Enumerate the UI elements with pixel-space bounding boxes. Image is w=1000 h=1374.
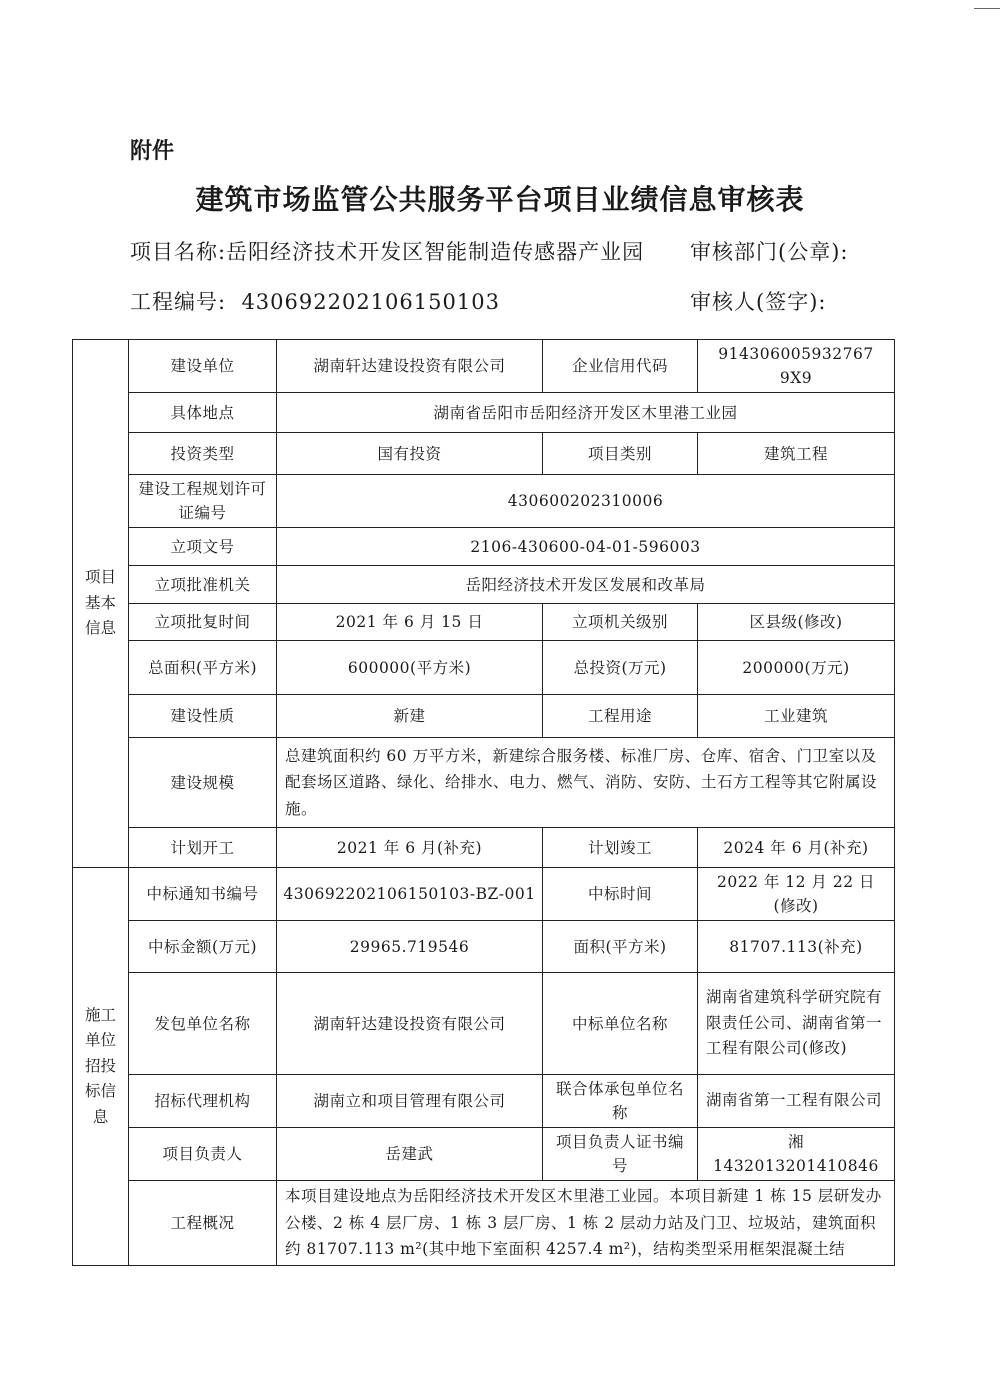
nature-value: 新建 [277, 695, 543, 738]
manager-cert-label: 项目负责人证书编号 [543, 1128, 698, 1181]
notice-no-label: 中标通知书编号 [129, 868, 277, 921]
notice-no-value: 430692202106150103-BZ-001 [277, 868, 543, 921]
table-row [73, 921, 895, 973]
plan-start-value: 2021 年 6 月(补充) [277, 828, 543, 868]
winner-label: 中标单位名称 [543, 973, 698, 1075]
table-row [73, 433, 895, 475]
approval-doc-label: 立项文号 [129, 528, 277, 566]
project-no-label: 工程编号: [130, 290, 227, 314]
project-name-value: 岳阳经济技术开发区智能制造传感器产业园 [226, 240, 645, 264]
usage-value: 工业建筑 [698, 695, 895, 738]
approval-level-value: 区县级(修改) [698, 604, 895, 641]
agency-label: 招标代理机构 [129, 1075, 277, 1128]
plan-start-label: 计划开工 [129, 828, 277, 868]
manager-value: 岳建武 [277, 1128, 543, 1181]
approval-org-label: 立项批准机关 [129, 566, 277, 604]
approval-level-label: 立项机关级别 [543, 604, 698, 641]
approval-time-label: 立项批复时间 [129, 604, 277, 641]
approval-time-value: 2021 年 6 月 15 日 [277, 604, 543, 641]
project-no-value: 430692202106150103 [241, 290, 500, 314]
overview-value: 本项目建设地点为岳阳经济技术开发区木里港工业园。本项目新建 1 栋 15 层研发办公楼、2 栋 4 层厂房、1 栋 3 层厂房、1 栋 2 层动力站及门卫、垃圾站，建筑面积约 81707.113 m²(其中地下室面积 4257.4 m²)，结构类型采用框架混凝土结 [277, 1181, 895, 1266]
winner-value: 湖南省建筑科学研究院有限责任公司、湖南省第一工程有限公司(修改) [698, 973, 895, 1075]
consortium-label: 联合体承包单位名称 [543, 1075, 698, 1128]
table-row [73, 528, 895, 566]
overview-label: 工程概况 [129, 1181, 277, 1266]
plan-finish-value: 2024 年 6 月(补充) [698, 828, 895, 868]
build-unit-value: 湖南轩达建设投资有限公司 [277, 340, 543, 393]
scale-value: 总建筑面积约 60 万平方米，新建综合服务楼、标准厂房、仓库、宿舍、门卫室以及配套场区道路、绿化、给排水、电力、燃气、消防、安防、土石方工程等其它附属设施。 [277, 738, 895, 828]
table-row [73, 973, 895, 1075]
usage-label: 工程用途 [543, 695, 698, 738]
audit-dept-label: 审核部门(公章): [690, 240, 849, 264]
table-row [73, 1128, 895, 1181]
project-name-line [130, 236, 849, 266]
total-area-label: 总面积(平方米) [129, 641, 277, 695]
attachment-label: 附件 [130, 139, 175, 164]
total-area-value: 600000(平方米) [277, 641, 543, 695]
amount-label: 中标金额(万元) [129, 921, 277, 973]
area-value: 81707.113(补充) [698, 921, 895, 973]
project-name-label: 项目名称: [130, 240, 227, 264]
amount-value: 29965.719546 [277, 921, 543, 973]
invest-type-value: 国有投资 [277, 433, 543, 475]
table-row [73, 868, 895, 921]
build-unit-label: 建设单位 [129, 340, 277, 393]
table-row [73, 1075, 895, 1128]
table-row [73, 340, 895, 393]
document-title: 建筑市场监管公共服务平台项目业绩信息审核表 [195, 183, 805, 216]
project-category-label: 项目类别 [543, 433, 698, 475]
table-row [73, 641, 895, 695]
approval-doc-value: 2106-430600-04-01-596003 [277, 528, 895, 566]
permit-label: 建设工程规划许可证编号 [129, 475, 277, 528]
table-row [73, 475, 895, 528]
table-row [73, 738, 895, 828]
award-time-label: 中标时间 [543, 868, 698, 921]
approval-org-value: 岳阳经济技术开发区发展和改革局 [277, 566, 895, 604]
consortium-value: 湖南省第一工程有限公司 [698, 1075, 895, 1128]
section-basic-info: 项目基本信息 [73, 340, 129, 868]
location-label: 具体地点 [129, 393, 277, 433]
nature-label: 建设性质 [129, 695, 277, 738]
table-row [73, 604, 895, 641]
table-row [73, 393, 895, 433]
total-invest-label: 总投资(万元) [543, 641, 698, 695]
manager-cert-value: 湘 1432013201410846 [698, 1128, 895, 1181]
table-row [73, 566, 895, 604]
credit-code-value: 914306005932767​9X9 [698, 340, 895, 393]
employer-value: 湖南轩达建设投资有限公司 [277, 973, 543, 1075]
scan-edge-mark [974, 8, 1000, 9]
plan-finish-label: 计划竣工 [543, 828, 698, 868]
auditor-label: 审核人(签字): [690, 290, 827, 314]
manager-label: 项目负责人 [129, 1128, 277, 1181]
project-category-value: 建筑工程 [698, 433, 895, 475]
table-row [73, 695, 895, 738]
credit-code-label: 企业信用代码 [543, 340, 698, 393]
permit-value: 430600202310006 [277, 475, 895, 528]
project-no-line [130, 286, 827, 316]
total-invest-value: 200000(万元) [698, 641, 895, 695]
invest-type-label: 投资类型 [129, 433, 277, 475]
section-bidding-info: 施工单位招投标信息 [73, 868, 129, 1266]
table-row [73, 828, 895, 868]
location-value: 湖南省岳阳市岳阳经济开发区木里港工业园 [277, 393, 895, 433]
agency-value: 湖南立和项目管理有限公司 [277, 1075, 543, 1128]
employer-label: 发包单位名称 [129, 973, 277, 1075]
audit-table [72, 339, 895, 1266]
area-label: 面积(平方米) [543, 921, 698, 973]
award-time-value: 2022 年 12 月 22 日 (修改) [698, 868, 895, 921]
scale-label: 建设规模 [129, 738, 277, 828]
table-row [73, 1181, 895, 1266]
